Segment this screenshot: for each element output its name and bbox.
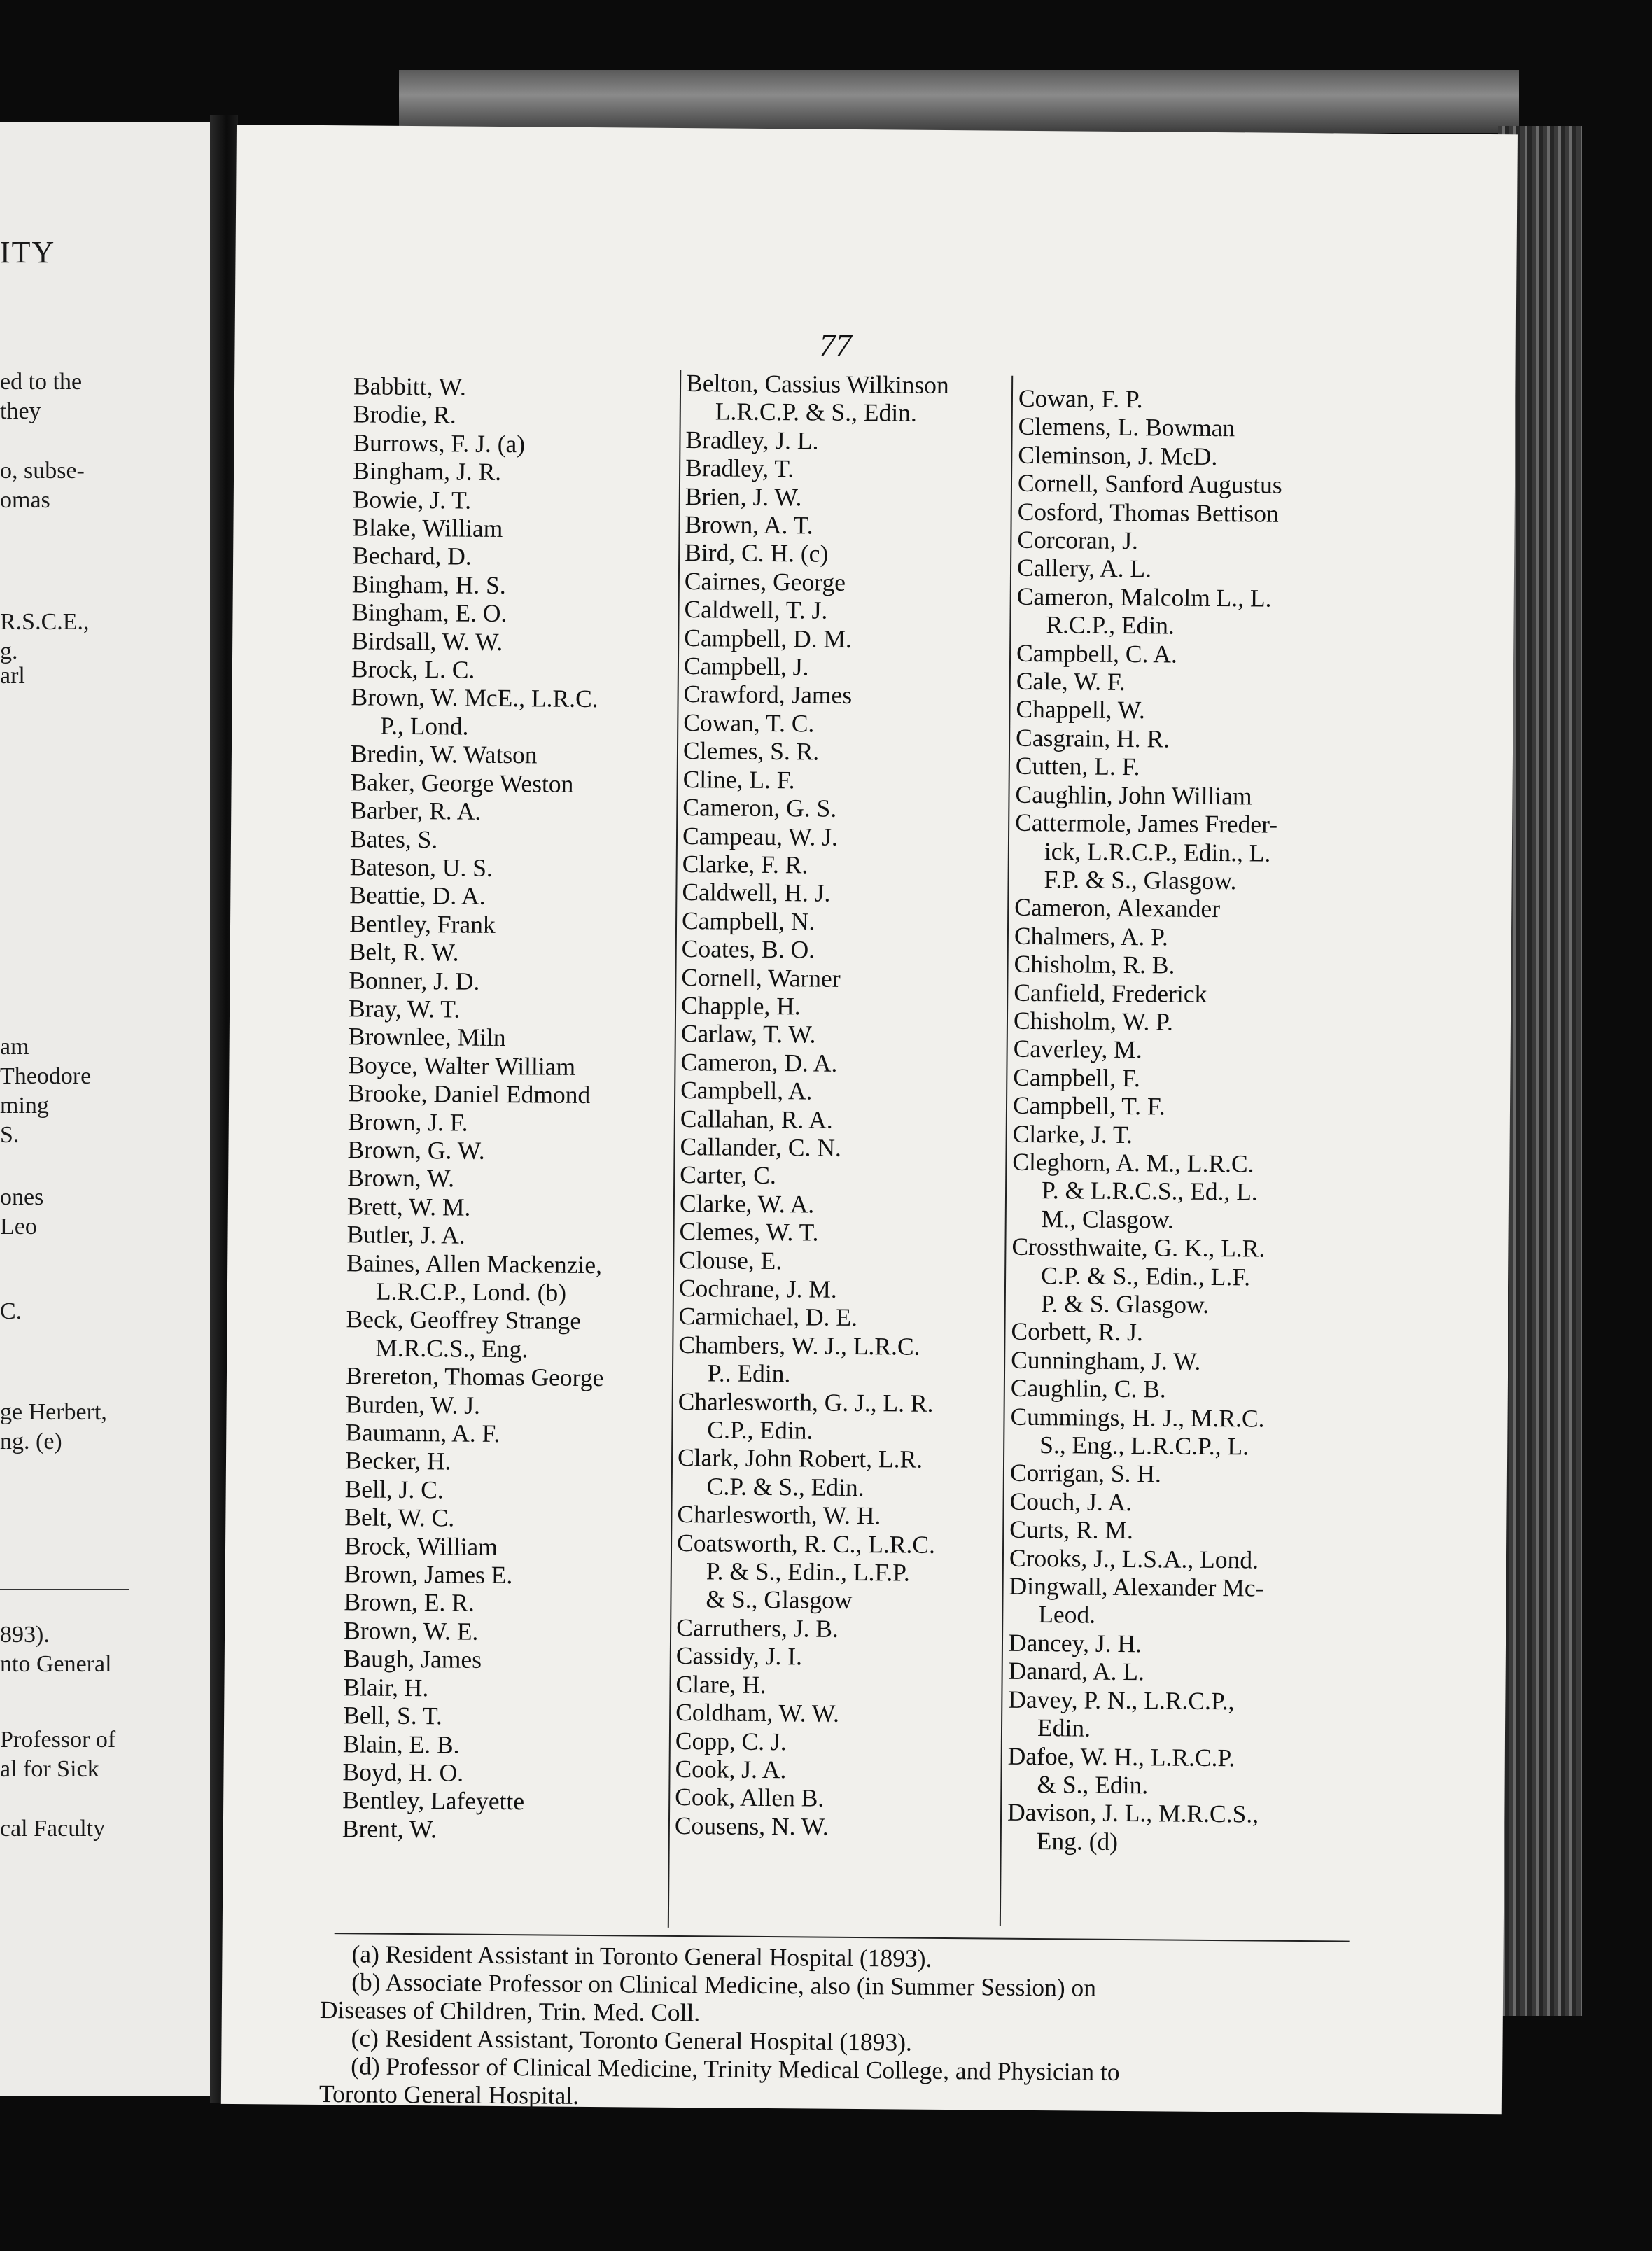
name-entry: Cameron, D. A. — [680, 1047, 838, 1077]
name-entry-continuation: Leod. — [1038, 1600, 1096, 1629]
name-entry: Caldwell, H. J. — [682, 878, 831, 908]
left-page-text-fragment: ming — [0, 1093, 49, 1119]
footnote-line: (d) Professor of Clinical Medicine, Trinity Medical College, and Physician to — [351, 2052, 1120, 2086]
page-number: 77 — [819, 327, 852, 363]
name-entry: Cleminson, J. McD. — [1018, 440, 1218, 470]
name-entry: Bentley, Frank — [349, 909, 496, 939]
name-entry: Campbell, A. — [680, 1076, 813, 1105]
left-page-text-fragment: 893). — [0, 1622, 50, 1648]
name-entry: Corrigan, S. H. — [1009, 1459, 1162, 1488]
name-entry: Campbell, F. — [1013, 1063, 1141, 1092]
name-entry: Campeau, W. J. — [682, 821, 839, 851]
name-entry: Bradley, J. L. — [685, 425, 819, 455]
name-entry: Brown, W. — [347, 1163, 455, 1193]
left-page-text-fragment: nto General — [0, 1651, 112, 1677]
name-entry: Chisholm, R. B. — [1014, 949, 1175, 979]
name-entry: Caughlin, John William — [1015, 780, 1252, 811]
name-entry: Brien, J. W. — [685, 482, 802, 511]
directory-page — [221, 125, 1518, 2114]
left-page-text-fragment: ed to the — [0, 369, 83, 395]
name-entry: Boyd, H. O. — [342, 1758, 464, 1787]
name-entry: Baker, George Weston — [350, 767, 574, 798]
name-entry: Brock, L. C. — [351, 654, 475, 684]
left-page-text-fragment: ones — [0, 1184, 44, 1210]
name-entry: Cummings, H. J., M.R.C. — [1010, 1402, 1265, 1433]
name-entry: Canfield, Frederick — [1014, 978, 1208, 1008]
name-entry: Brown, James E. — [344, 1559, 513, 1590]
left-page-text-fragment: C. — [0, 1298, 22, 1324]
name-entry-continuation: & S., Edin. — [1037, 1769, 1149, 1800]
name-entry-continuation: & S., Glasgow — [706, 1585, 853, 1615]
name-entry: Cleghorn, A. M., L.R.C. — [1012, 1147, 1254, 1178]
name-entry: Carter, C. — [680, 1160, 776, 1190]
name-entry: Brown, J. F. — [347, 1107, 468, 1137]
name-entry: Carlaw, T. W. — [680, 1019, 816, 1049]
name-entry: Chambers, W. J., L.R.C. — [678, 1330, 920, 1361]
name-entry: Cornell, Warner — [681, 962, 841, 993]
name-entry: Bray, W. T. — [348, 994, 461, 1023]
name-entry: Bredin, W. Watson — [350, 739, 538, 769]
name-entry: Couch, J. A. — [1009, 1487, 1133, 1516]
name-entry: Bowie, J. T. — [352, 484, 472, 514]
name-entry: Caughlin, C. B. — [1010, 1373, 1166, 1403]
name-entry: Bingham, H. S. — [351, 570, 506, 599]
left-page-footnote-rule — [0, 1589, 130, 1590]
name-entry: Cosford, Thomas Bettison — [1017, 497, 1279, 528]
footnotes — [319, 1940, 1364, 2116]
name-entry: Bonner, J. D. — [349, 965, 480, 995]
name-entry: Brownlee, Miln — [348, 1022, 506, 1052]
name-entry: Cassidy, J. I. — [676, 1641, 803, 1671]
name-entry: Callahan, R. A. — [680, 1104, 833, 1134]
name-entry: Birdsall, W. W. — [351, 626, 503, 656]
name-entry: Bates, S. — [349, 824, 438, 853]
name-entry-continuation: C.P., Edin. — [707, 1415, 813, 1445]
name-entry: Cameron, Alexander — [1014, 893, 1221, 923]
left-page-text-fragment: ge Herbert, — [0, 1399, 107, 1425]
name-entry-continuation: S., Eng., L.R.C.P., L. — [1040, 1431, 1250, 1461]
name-entry: Carmichael, D. E. — [678, 1302, 858, 1332]
name-entry-continuation: ick, L.R.C.P., Edin., L. — [1044, 836, 1271, 867]
name-entry: Brown, W. E. — [343, 1616, 479, 1646]
name-entry: Brent, W. — [342, 1814, 438, 1844]
name-entry: Bingham, E. O. — [351, 598, 507, 628]
name-entry: Cale, W. F. — [1016, 666, 1126, 696]
name-entry: Campbell, N. — [681, 906, 816, 936]
name-entry: Corbett, R. J. — [1011, 1317, 1144, 1347]
name-entry-continuation: C.P. & S., Edin. — [706, 1472, 864, 1501]
name-entry-continuation: Eng. (d) — [1036, 1826, 1119, 1856]
name-entry-continuation: R.C.P., Edin. — [1046, 610, 1175, 640]
name-entry-continuation: F.P. & S., Glasgow. — [1044, 865, 1237, 895]
name-entry: Caldwell, T. J. — [684, 595, 828, 624]
name-entry: Cameron, G. S. — [682, 793, 837, 822]
name-entry: Beattie, D. A. — [349, 881, 486, 911]
name-entry: Danard, A. L. — [1008, 1657, 1145, 1686]
name-entry-continuation: C.P. & S., Edin., L.F. — [1040, 1261, 1251, 1291]
name-entry: Beck, Geoffrey Strange — [346, 1305, 582, 1335]
left-page-text-fragment: Leo — [0, 1214, 37, 1240]
name-entry: Davey, P. N., L.R.C.P., — [1008, 1685, 1235, 1715]
name-entry: Cook, J. A. — [675, 1754, 787, 1784]
book-top-edge — [399, 70, 1519, 133]
name-entry: Corcoran, J. — [1017, 525, 1139, 555]
name-entry: Crossthwaite, G. K., L.R. — [1011, 1232, 1266, 1263]
name-entry-continuation: P. & S. Glasgow. — [1040, 1289, 1210, 1319]
name-entry-continuation: L.R.C.P., Lond. (b) — [375, 1277, 567, 1307]
name-entry: Belt, W. C. — [344, 1503, 455, 1532]
name-entry: Brock, William — [344, 1531, 498, 1561]
name-entry: Bingham, J. R. — [352, 456, 502, 486]
name-entry: Bentley, Lafeyette — [342, 1786, 525, 1816]
name-entry-continuation: M., Clasgow. — [1041, 1204, 1174, 1234]
name-entry: Clouse, E. — [679, 1245, 783, 1275]
left-page-text-fragment: omas — [0, 487, 50, 513]
name-entry: Clark, John Robert, L.R. — [677, 1443, 923, 1474]
name-entry: Curts, R. M. — [1009, 1515, 1133, 1545]
name-entry: Cook, Allen B. — [675, 1783, 825, 1812]
name-entry: Campbell, T. F. — [1012, 1091, 1166, 1121]
name-entry: Belton, Cassius Wilkinson — [685, 369, 949, 400]
name-entry: Burden, W. J. — [345, 1389, 481, 1419]
name-entry: Casgrain, H. R. — [1016, 723, 1170, 753]
left-page-text-fragment: Professor of — [0, 1727, 116, 1753]
name-entry: Baines, Allen Mackenzie, — [346, 1248, 603, 1279]
name-entry: Cairnes, George — [684, 566, 846, 596]
name-entry-continuation: P.. Edin. — [707, 1359, 791, 1388]
name-column-1 — [342, 372, 704, 1845]
name-entry: Becker, H. — [344, 1446, 451, 1475]
footnote-line: Diseases of Children, Trin. Med. Coll. — [319, 1996, 701, 2027]
name-column-3 — [1007, 384, 1354, 1858]
name-entry: Bateson, U. S. — [349, 853, 493, 882]
name-entry: Bechard, D. — [352, 541, 472, 571]
name-entry: Blair, H. — [343, 1672, 429, 1702]
name-entry: Bradley, T. — [685, 454, 794, 483]
left-page-text-fragment: al for Sick — [0, 1756, 99, 1782]
name-entry: Carruthers, J. B. — [676, 1613, 839, 1643]
name-entry: Burrows, F. J. (a) — [353, 428, 526, 458]
name-entry: Clarke, F. R. — [682, 849, 808, 879]
footnote-line: (a) Resident Assistant in Toronto General Hospital (1893). — [351, 1940, 932, 1972]
left-page-text-fragment: they — [0, 398, 41, 424]
name-entry: Coates, B. O. — [681, 934, 816, 964]
name-entry: Cousens, N. W. — [674, 1811, 830, 1841]
name-entry: Crooks, J., L.S.A., Lond. — [1009, 1543, 1259, 1574]
name-entry: Davison, J. L., M.R.C.S., — [1007, 1798, 1259, 1828]
left-page-text-fragment: cal Faculty — [0, 1816, 106, 1842]
footnote-line: (c) Resident Assistant, Toronto General Hospital (1893). — [351, 2024, 913, 2056]
name-entry: Callery, A. L. — [1016, 554, 1152, 583]
name-entry: Cornell, Sanford Augustus — [1017, 469, 1282, 499]
left-page-text-fragment: am — [0, 1034, 29, 1060]
name-entry: Brodie, R. — [353, 400, 456, 429]
name-entry: Babbitt, W. — [353, 372, 466, 401]
name-entry: Crawford, James — [683, 680, 853, 710]
name-entry: Cattermole, James Freder- — [1015, 808, 1278, 839]
name-entry: Chappell, W. — [1016, 695, 1146, 724]
name-entry: Campbell, C. A. — [1016, 638, 1178, 668]
name-entry: Dingwall, Alexander Mc- — [1009, 1571, 1264, 1602]
name-entry: Cochrane, J. M. — [678, 1274, 837, 1303]
left-page-text-fragment: g. — [0, 638, 18, 664]
name-entry-continuation: P. & S., Edin., L.F.P. — [706, 1557, 911, 1587]
facing-page-left — [0, 122, 220, 2096]
left-page-text-fragment: ITY — [0, 235, 56, 269]
name-entry: Caverley, M. — [1013, 1035, 1142, 1064]
name-entry: Brown, E. R. — [344, 1587, 475, 1618]
name-entry: Cameron, Malcolm L., L. — [1016, 582, 1272, 612]
left-page-text-fragment: arl — [0, 663, 25, 689]
left-page-text-fragment: o, subse- — [0, 458, 85, 484]
name-entry: Dafoe, W. H., L.R.C.P. — [1007, 1741, 1236, 1772]
name-entry: Campbell, D. M. — [684, 623, 853, 653]
name-entry: Clemens, L. Bowman — [1018, 412, 1236, 442]
name-entry: Clarke, J. T. — [1012, 1119, 1133, 1149]
name-entry: Belt, R. W. — [349, 937, 459, 967]
name-entry: Baumann, A. F. — [345, 1418, 500, 1448]
name-entry: Cutten, L. F. — [1015, 752, 1140, 781]
left-page-text-fragment: R.S.C.E., — [0, 609, 90, 635]
name-entry: Clarke, W. A. — [679, 1188, 815, 1219]
name-entry: Boyce, Walter William — [348, 1051, 576, 1081]
footnote-line: (b) Associate Professor on Clinical Medicine, also (in Summer Session) on — [351, 1968, 1097, 2002]
name-entry: Baugh, James — [343, 1644, 482, 1674]
name-entry: Charlesworth, W. H. — [677, 1500, 881, 1530]
name-entry: Brown, W. McE., L.R.C. — [351, 682, 598, 713]
name-entry: Callander, C. N. — [680, 1132, 841, 1162]
name-entry: Cline, L. F. — [682, 764, 795, 794]
name-entry: Dancey, J. H. — [1008, 1628, 1142, 1658]
name-entry: Butler, J. A. — [346, 1220, 465, 1249]
name-entry: Brown, G. W. — [347, 1135, 485, 1165]
name-entry-continuation: Edin. — [1037, 1713, 1091, 1742]
name-entry: Bell, S. T. — [343, 1701, 443, 1730]
name-entry-continuation: P. & L.R.C.S., Ed., L. — [1041, 1176, 1258, 1206]
name-entry-continuation: M.R.C.S., Eng. — [375, 1333, 528, 1363]
name-entry: Clemes, S. R. — [682, 736, 820, 766]
name-entry: Brereton, Thomas George — [345, 1361, 604, 1392]
name-entry: Barber, R. A. — [350, 796, 482, 825]
name-entry: Cowan, T. C. — [683, 708, 815, 738]
name-entry: Charlesworth, G. J., L. R. — [678, 1387, 934, 1417]
name-entry: Cowan, F. P. — [1018, 384, 1143, 414]
name-entry: Bell, J. C. — [344, 1475, 444, 1504]
name-entry: Brown, A. T. — [685, 510, 813, 540]
left-page-text-fragment: Theodore — [0, 1063, 92, 1089]
name-entry: Copp, C. J. — [675, 1726, 787, 1755]
footnote-line: Toronto General Hospital. — [318, 2080, 580, 2110]
name-entry: Brooke, Daniel Edmond — [347, 1079, 591, 1109]
name-entry: Chisholm, W. P. — [1013, 1006, 1174, 1036]
name-entry: Chapple, H. — [680, 990, 801, 1021]
name-entry: Clemes, W. T. — [679, 1217, 819, 1247]
name-entry-continuation: L.R.C.P. & S., Edin. — [715, 397, 917, 428]
name-entry: Brett, W. M. — [346, 1192, 471, 1221]
name-entry: Bird, C. H. (c) — [685, 538, 829, 568]
name-entry: Coatsworth, R. C., L.R.C. — [676, 1528, 936, 1559]
name-entry: Blake, William — [352, 513, 503, 543]
name-column-2 — [675, 369, 1004, 1842]
name-entry: Blain, E. B. — [342, 1729, 460, 1759]
name-entry: Coldham, W. W. — [676, 1698, 840, 1727]
left-page-text-fragment: ng. (e) — [0, 1429, 62, 1454]
name-entry: Clare, H. — [676, 1669, 766, 1699]
left-page-text-fragment: S. — [0, 1122, 20, 1148]
name-entry: Chalmers, A. P. — [1014, 921, 1169, 951]
name-entry-continuation: P., Lond. — [380, 711, 469, 741]
name-entry: Cunningham, J. W. — [1011, 1345, 1201, 1375]
name-entry: Campbell, J. — [683, 652, 809, 681]
